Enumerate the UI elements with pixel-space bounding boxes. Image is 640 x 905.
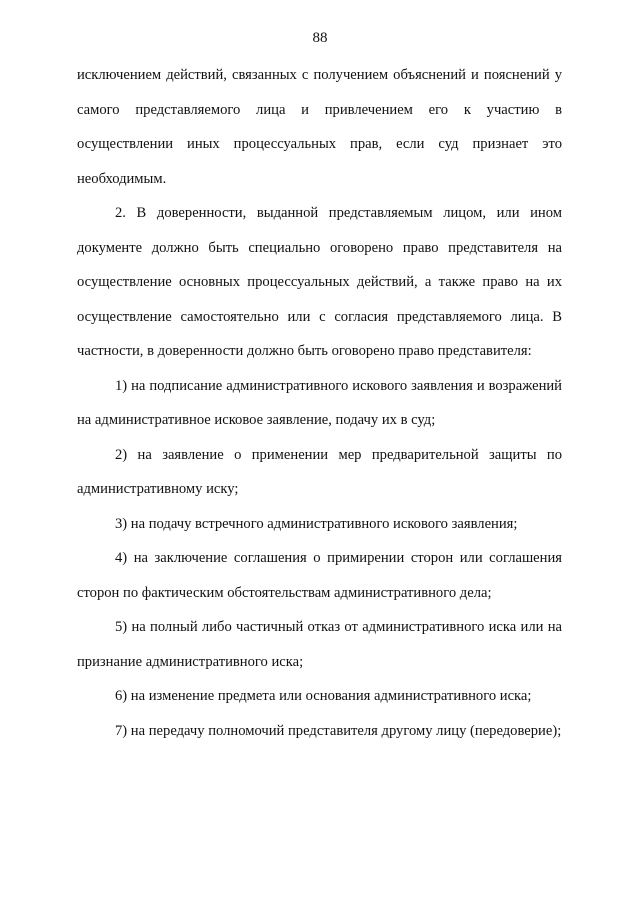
- paragraph-continuation: исключением действий, связанных с получением объяснений и пояснений у самого представляемого лица и привлечением его к участию в осуществлении иных процессуальных прав, если суд признает это необходимым.: [77, 67, 562, 187]
- document-body: [77, 58, 562, 748]
- list-item-3: 3) на подачу встречного административного искового заявления;: [115, 515, 518, 532]
- paragraph-item-2: 2. В доверенности, выданной представляемым лицом, или ином документе должно быть специально оговорено право представителя на осуществление основных процессуальных действий, а также право на их осуществление самостоятельно или с согласия представляемого лица. В частности, в доверенности должно быть оговорено право представителя:: [77, 205, 562, 359]
- list-item-5: 5) на полный либо частичный отказ от административного иска или на признание административного иска;: [77, 619, 562, 670]
- list-item-6: 6) на изменение предмета или основания административного иска;: [115, 688, 532, 704]
- list-item-1: 1) на подписание административного искового заявления и возражений на административное исковое заявление, подачу их в суд;: [77, 377, 562, 428]
- page-number: 88: [312, 30, 328, 46]
- list-item-7: 7) на передачу полномочий представителя другому лицу (передоверие);: [115, 722, 562, 739]
- list-item-2: 2) на заявление о применении мер предварительной защиты по административному иску;: [77, 446, 562, 497]
- list-item-4: 4) на заключение соглашения о примирении сторон или соглашения сторон по фактическим обстоятельствам административного дела;: [77, 550, 562, 601]
